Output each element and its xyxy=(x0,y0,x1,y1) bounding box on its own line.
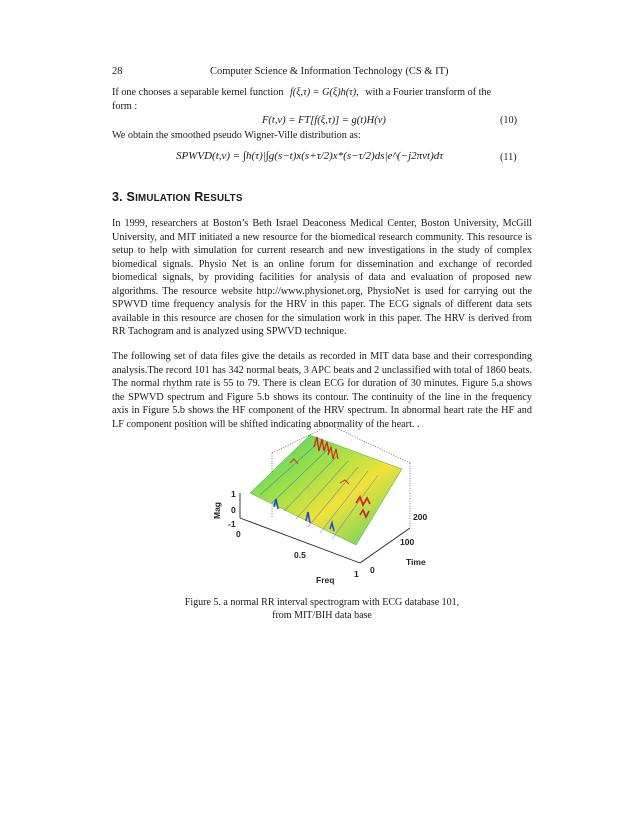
x-tick-0: 0 xyxy=(236,529,241,539)
spectrogram-figure xyxy=(210,423,450,593)
z-axis-label: Mag xyxy=(212,502,222,519)
equation-10-number: (10) xyxy=(500,115,517,126)
equation-11-number: (11) xyxy=(500,152,517,163)
form-line: form : xyxy=(112,101,138,112)
z-tick-neg1: -1 xyxy=(228,519,236,529)
y-tick-200: 200 xyxy=(413,512,428,522)
kernel-text-pre: If one chooses a separable kernel function xyxy=(112,87,284,98)
section-title-initial-1: S xyxy=(126,190,136,204)
equation-10: F(t,ν) = FT[f(ξ,τ)] = g(t)H(ν) xyxy=(262,115,386,126)
spectrogram-3d-plot xyxy=(210,423,450,593)
paragraph-record-101: The following set of data files give the details as recorded in MIT data base and their corresponding analysis.The record 101 has 342 normal beats, 3 APC beats and 2 unclassified with total of 1860 beats. The normal rhythm rate is 55 to 79. There is clean ECG for duration of 30 minutes. Figure 5.a shows the SPWVD spectrum and Figure 5.b shows its contour. The continuity of the line in the frequency axis in Figure 5.b shows the HF component of the HRV spectrum. In abnormal heart rate the HF and LF component position will be shifted indicating abnormality of the heart. . xyxy=(112,351,532,430)
y-tick-0: 0 xyxy=(370,565,375,575)
kernel-sentence xyxy=(112,86,532,100)
z-tick-1: 1 xyxy=(231,489,236,499)
z-tick-0: 0 xyxy=(231,505,236,515)
equation-11: SPWVD(t,v) = ∫h(τ)|∫g(s−t)x(s+τ/2)x*(s−τ/2)ds|e^(−j2πvt)dτ xyxy=(176,150,444,162)
section-number: 3. xyxy=(112,190,123,204)
kernel-formula: f(ξ,τ) = G(ξ)h(τ), xyxy=(289,87,359,98)
y-tick-100: 100 xyxy=(400,537,415,547)
section-title-rest-2: ESULTS xyxy=(203,193,243,204)
x-tick-1: 1 xyxy=(354,569,359,579)
figure-caption xyxy=(112,596,532,622)
page-number: 28 xyxy=(112,66,123,77)
journal-title: Computer Science & Information Technology (CS & IT) xyxy=(210,66,449,77)
section-title-initial-2: R xyxy=(194,190,204,204)
paragraph-physionet: In 1999, researchers at Boston’s Beth Israel Deaconess Medical Center, Boston University, McGill University, and MIT initiated a new resource for the biomedical research community. This resource is setup to help with simulation for current research and new investigations in the study of complex biomedical signals. Physio Net is an online forum for dissemination and exchange of recorded biomedical signals, by providing facilities for analysis of data and evaluation of proposed new algorithms. The resource website http://www.physionet.org, PhysioNet is used for carrying out the SPWVD time frequency analysis for the HRV in this paper. The ECG signals of different data sets available in this resource are chosen for the simulation work in this paper. The HRV is derived from RR Tachogram and is analyzed using SPWVD technique. xyxy=(112,218,532,337)
kernel-text-post: with a Fourier transform of the xyxy=(365,87,492,98)
caption-line-1: Figure 5. a normal RR interval spectrogram with ECG database 101, xyxy=(184,597,460,608)
y-axis-label: Time xyxy=(406,557,426,567)
section-title-rest-1: IMULATION xyxy=(135,193,191,204)
caption-line-2: from MIT/BIH data base xyxy=(272,610,372,621)
section-heading xyxy=(112,190,243,204)
spwvd-intro-line: We obtain the smoothed pseudo Wigner-Ville distribution as: xyxy=(112,130,361,141)
x-tick-05: 0.5 xyxy=(294,550,306,560)
x-axis-label: Freq xyxy=(316,575,335,585)
spectrogram-surface xyxy=(250,435,402,545)
